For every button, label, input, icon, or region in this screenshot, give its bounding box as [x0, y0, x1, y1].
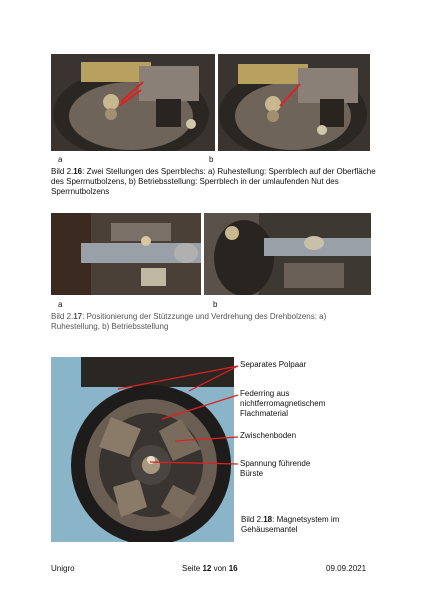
fig17-photo-b: [204, 213, 371, 295]
footer-left: Unigro: [51, 564, 75, 573]
fig18-label-buerste: Spannung führende Bürste: [240, 459, 311, 478]
fig18-caption-text: : Magnetsystem im Gehäusemantel: [241, 515, 340, 534]
footer-page-prefix: Seite: [182, 564, 203, 573]
fig16-caption-number: 16: [73, 167, 83, 176]
fig18-photo: [51, 357, 234, 542]
fig16-sublabel-a: a: [58, 155, 63, 164]
fig18-label-federring: Federring aus nichtferromagnetischem Flachmaterial: [240, 389, 326, 418]
fig18-label-zwischenboden: Zwischenboden: [240, 431, 297, 440]
fig17-caption-text: : Positionierung der Stützzunge und Verdrehung des Drehbolzens: a) Ruhestellung, b) Betriebsstellung: [51, 312, 327, 331]
footer-page-current: 12: [202, 564, 212, 573]
footer-page-total: 16: [228, 564, 238, 573]
footer-date: 09.09.2021: [326, 564, 367, 573]
fig16-photo-b-image: [218, 54, 370, 151]
fig18-photo-image: [51, 357, 234, 542]
fig17-photo-b-image: [204, 213, 371, 295]
fig17-caption: [51, 312, 351, 332]
footer-page-number: [182, 564, 238, 573]
fig17-photo-a-image: [51, 213, 201, 295]
fig16-caption-prefix: Bild 2.: [51, 167, 74, 176]
fig16-caption-text: : Zwei Stellungen des Sperrblechs: a) Ruhestellung: Sperrblech auf der Oberfläche des Sperrnutbolzens, b) Betriebsstellung: Sperrblech in der umlaufenden Nut des Sperrnutbolzens: [51, 167, 376, 196]
fig17-sublabel-b: b: [213, 300, 218, 309]
fig18-caption: [241, 515, 359, 535]
fig17-sublabel-a: a: [58, 300, 63, 309]
fig17-caption-prefix: Bild 2.: [51, 312, 74, 321]
fig18-caption-prefix: Bild 2.: [241, 515, 264, 524]
fig16-caption: [51, 167, 376, 197]
fig17-photo-a: [51, 213, 201, 295]
fig18-label-polpaar: Separates Polpaar: [240, 360, 307, 369]
fig16-photo-a: [51, 54, 215, 151]
fig18-caption-number: 18: [263, 515, 273, 524]
fig16-photo-b: [218, 54, 370, 151]
fig16-photo-a-image: [51, 54, 215, 151]
fig16-sublabel-b: b: [209, 155, 214, 164]
fig17-caption-number: 17: [73, 312, 83, 321]
footer-page-mid: von: [211, 564, 229, 573]
